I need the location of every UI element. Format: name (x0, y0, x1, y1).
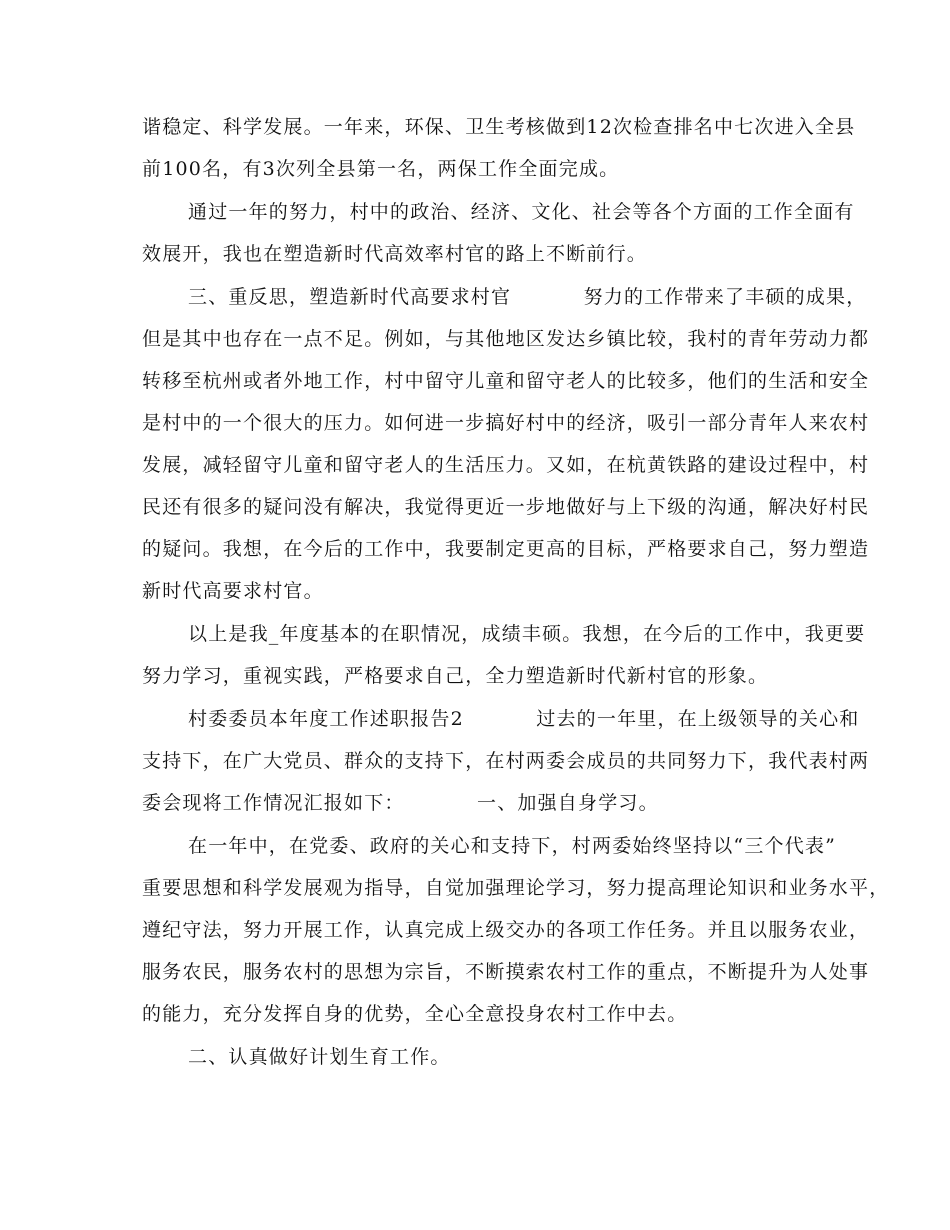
report-title-line: 村委委员本年度工作述职报告2 过去的一年里，在上级领导的关心和 (188, 708, 860, 730)
section-heading-line: 二、认真做好计划生育工作。 (188, 1046, 451, 1068)
text-line: 的疑问。我想，在今后的工作中，我要制定更高的目标，严格要求自己，努力塑造 (142, 538, 870, 560)
text-line: 支持下，在广大党员、群众的支持下，在村两委会成员的共同努力下，我代表村两 (142, 750, 870, 772)
section-heading-line: 三、重反思，塑造新时代高要求村官 努力的工作带来了丰硕的成果， (188, 286, 867, 308)
text-line: 是村中的一个很大的压力。如何进一步搞好村中的经济，吸引一部分青年人来农村 (142, 412, 870, 434)
text-line: 新时代高要求村官。 (142, 580, 324, 602)
paragraph-first-line: 在一年中，在党委、政府的关心和支持下，村两委始终坚持以“三个代表” (188, 835, 837, 857)
paragraph-first-line: 通过一年的努力，村中的政治、经济、文化、社会等各个方面的工作全面有 (188, 201, 855, 223)
text-line: 民还有很多的疑问没有解决，我觉得更近一步地做好与上下级的沟通，解决好村民 (142, 496, 870, 518)
text-line: 委会现将工作情况汇报如下： 一、加强自身学习。 (142, 792, 659, 814)
text-line: 谐稳定、科学发展。一年来，环保、卫生考核做到12次检查排名中七次进入全县 (142, 116, 856, 138)
text-line: 遵纪守法，努力开展工作，认真完成上级交办的各项工作任务。并且以服务农业， (142, 919, 870, 941)
text-line: 重要思想和科学发展观为指导，自觉加强理论学习，努力提高理论知识和业务水平， (142, 877, 890, 899)
text-line: 的能力，充分发挥自身的优势，全心全意投身农村工作中去。 (142, 1003, 688, 1025)
text-line: 发展，减轻留守儿童和留守老人的生活压力。又如，在杭黄铁路的建设过程中，村 (142, 454, 870, 476)
text-line: 效展开，我也在塑造新时代高效率村官的路上不断前行。 (142, 243, 648, 265)
text-line: 努力学习，重视实践，严格要求自己，全力塑造新时代新村官的形象。 (142, 665, 769, 687)
text-line: 转移至杭州或者外地工作，村中留守儿童和留守老人的比较多，他们的生活和安全 (142, 370, 870, 392)
text-line: 前100名，有3次列全县第一名，两保工作全面完成。 (142, 158, 620, 180)
text-line: 服务农民，服务农村的思想为宗旨，不断摸索农村工作的重点，不断提升为人处事 (142, 961, 870, 983)
text-line: 但是其中也存在一点不足。例如，与其他地区发达乡镇比较，我村的青年劳动力都 (142, 328, 870, 350)
paragraph-first-line: 以上是我_年度基本的在职情况，成绩丰硕。我想，在今后的工作中，我更要 (188, 623, 866, 645)
